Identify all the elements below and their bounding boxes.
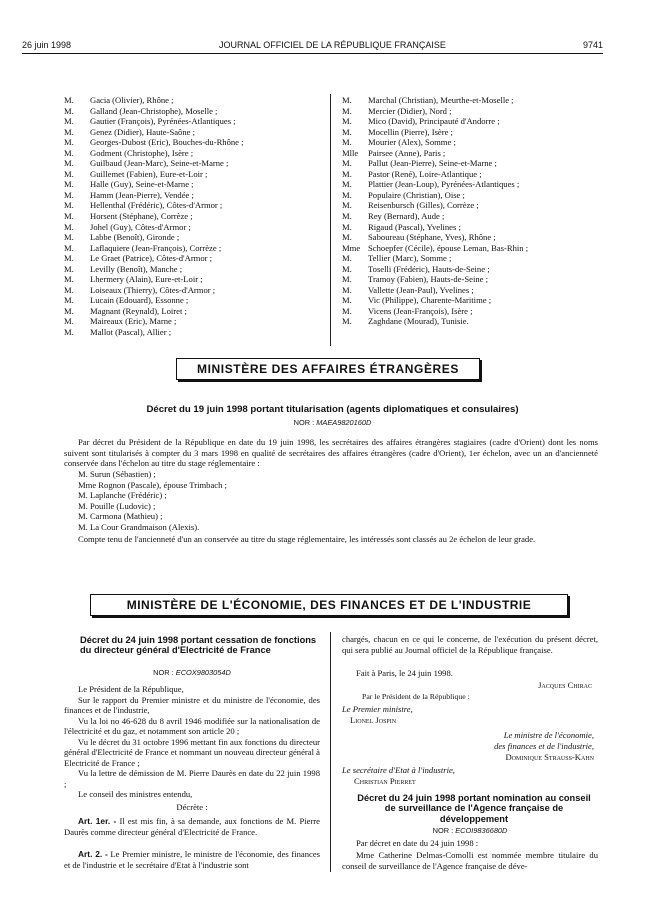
title-prefix: M. xyxy=(64,305,74,316)
list-item xyxy=(64,179,244,190)
title-prefix: M. xyxy=(342,232,352,243)
person-entry: Mico (David), Principauté d'Andorre ; xyxy=(368,116,500,127)
title-prefix: M. xyxy=(342,316,352,327)
list-item xyxy=(64,306,244,317)
list-item xyxy=(342,232,528,243)
person-entry: Labbe (Benoît), Gironde ; xyxy=(90,232,180,243)
list-item xyxy=(342,253,528,264)
list-item xyxy=(64,200,244,211)
person-entry: Magnant (Reynald), Loiret ; xyxy=(90,305,187,316)
title-prefix: M. xyxy=(342,189,352,200)
decrete-heading: Décrète : xyxy=(176,802,208,812)
list-item xyxy=(64,222,244,233)
person-entry: Rey (Bernard), Aude ; xyxy=(368,211,445,222)
title-prefix: M. xyxy=(342,126,352,137)
title-prefix: M. xyxy=(342,221,352,232)
person-entry: Guillemet (Fabien), Eure-et-Loir ; xyxy=(90,168,208,179)
list-item xyxy=(64,316,244,327)
person-entry: Vic (Philippe), Charente-Maritime ; xyxy=(368,295,492,306)
nor-reference-cessation xyxy=(64,668,320,677)
title-prefix: M. xyxy=(64,179,74,190)
list-item xyxy=(64,327,244,338)
nor-reference-nomination xyxy=(342,826,598,835)
name-list-right xyxy=(342,95,528,327)
header-page-number: 9741 xyxy=(582,40,603,50)
person-entry: Le Graet (Patrice), Côtes-d'Armor ; xyxy=(90,253,213,264)
list-item xyxy=(342,116,528,127)
nor-code: ECOX9803054D xyxy=(175,668,231,677)
title-prefix: M. xyxy=(64,274,74,285)
title-prefix: M. xyxy=(342,158,352,169)
list-item xyxy=(64,158,244,169)
person-entry: Gacia (Olivier), Rhône ; xyxy=(90,95,174,105)
article-2-text: Le Premier ministre, le ministre de l'économie, des finances et de l'industrie et le secrétaire d'Etat à l'industrie sont xyxy=(64,849,320,870)
person-entry: Vallette (Jean-Paul), Yvelines ; xyxy=(368,284,474,295)
person-entry: Hamm (Jean-Pierre), Vendée ; xyxy=(90,189,194,200)
signatory-minister-name: Dominique Strauss-Kahn xyxy=(505,752,594,762)
person-entry: Saboureau (Stéphane, Yves), Rhône ; xyxy=(368,232,496,243)
header-rule xyxy=(22,53,603,54)
person-entry: Galland (Jean-Christophe), Moselle ; xyxy=(90,105,218,116)
person-entry: Horsent (Stéphane), Corrèze ; xyxy=(90,211,193,222)
list-item xyxy=(64,148,244,159)
list-item xyxy=(342,295,528,306)
visa-paragraph: Vu la lettre de démission de M. Pierre Daurès en date du 22 juin 1998 ; xyxy=(64,768,320,789)
person-entry: Mallot (Pascal), Allier ; xyxy=(90,327,172,338)
list-item xyxy=(342,306,528,317)
person-entry: Georges-Dubost (Eric), Bouches-du-Rhône ; xyxy=(90,137,244,148)
decree-title-titularisation: Décret du 19 juin 1998 portant titularisation (agents diplomatiques et consulaires) xyxy=(146,404,519,415)
visa-paragraph: Vu le décret du 31 octobre 1996 mettant fin aux fonctions du directeur général d'Electricité de France et nommant un nouveau directeur général à Electricité de France ; xyxy=(64,736,320,768)
ministry-heading-economie: MINISTÈRE DE L'ÉCONOMIE, DES FINANCES ET DE L'INDUSTRIE xyxy=(90,594,568,616)
person-entry: Lhermery (Alain), Eure-et-Loir ; xyxy=(90,274,203,285)
person-entry: Reisenbursch (Gilles), Corrèze ; xyxy=(368,200,479,211)
nor-label: NOR : xyxy=(153,668,174,677)
person-entry: Toselli (Frédéric), Hauts-de-Seine ; xyxy=(368,263,490,274)
person-entry: Lucain (Edouard), Essonne ; xyxy=(90,295,189,306)
nor-reference xyxy=(0,418,665,427)
list-item xyxy=(342,95,528,106)
list-item xyxy=(342,200,528,211)
person-entry: Mercier (Didier), Nord ; xyxy=(368,105,452,116)
list-item xyxy=(64,243,244,254)
signature-date: Fait à Paris, le 24 juin 1998. xyxy=(356,668,453,678)
person-entry: Populaire (Christian), Oise ; xyxy=(368,189,465,200)
titularised-name: M. Laplanche (Frédéric) ; xyxy=(78,490,167,500)
person-entry: Guilbaud (Jean-Marc), Seine-et-Marne ; xyxy=(90,158,229,169)
titularised-name: M. La Cour Grandmaison (Alexis). xyxy=(78,521,200,532)
title-prefix: M. xyxy=(342,305,352,316)
titularised-names-list xyxy=(78,469,227,532)
header-title: JOURNAL OFFICIEL DE LA RÉPUBLIQUE FRANÇAISE xyxy=(219,40,446,50)
list-item xyxy=(342,106,528,117)
visa-paragraph: Le conseil des ministres entendu, xyxy=(78,789,193,799)
article-1-text: Il est mis fin, à sa demande, aux fonctions de M. Pierre Daurès comme directeur général d'Electricité de France. xyxy=(64,816,320,837)
title-prefix: M. xyxy=(342,295,352,306)
person-entry: Rigaud (Pascal), Yvelines ; xyxy=(368,221,461,232)
person-entry: Plattier (Jean-Loup), Pyrénées-Atlantiques ; xyxy=(368,179,520,190)
person-entry: Gautier (François), Pyrénées-Atlantiques ; xyxy=(90,116,236,127)
article-2-continuation: chargés, chacun en ce qui le concerne, de l'exécution du présent décret, qui sera publié au Journal officiel de la République française. xyxy=(342,634,598,655)
nor-code: ECOI9836680D xyxy=(455,826,508,835)
list-item xyxy=(342,158,528,169)
title-prefix: M. xyxy=(64,232,74,243)
signatory-minister-title-2: des finances et de l'industrie, xyxy=(494,741,594,751)
list-item xyxy=(342,190,528,201)
title-prefix: M. xyxy=(342,168,352,179)
titularised-name: Mme Rognon (Pascale), épouse Trimbach ; xyxy=(78,479,227,490)
title-prefix: M. xyxy=(64,221,74,232)
signatory-secretary-name: Christian Pierret xyxy=(354,776,416,786)
title-prefix: M. xyxy=(342,95,352,105)
titularised-name: M. Carmona (Mathieu) ; xyxy=(78,511,163,521)
signature-president: Jacques Chirac xyxy=(538,680,592,690)
list-item xyxy=(342,148,528,159)
person-entry: Laflaquiere (Jean-François), Corrèze ; xyxy=(90,242,222,253)
person-entry: Hellenthal (Frédéric), Côtes-d'Armor ; xyxy=(90,200,223,211)
person-entry: Levilly (Benoît), Manche ; xyxy=(90,263,183,274)
list-item xyxy=(342,316,528,327)
signatory-secretary-title: Le secrétaire d'Etat à l'industrie, xyxy=(342,765,455,775)
nor-label: NOR : xyxy=(293,418,315,427)
title-prefix: M. xyxy=(64,168,74,179)
list-item xyxy=(64,95,244,106)
titularised-name: M. Surun (Sébastien) ; xyxy=(78,469,156,479)
list-item xyxy=(64,285,244,296)
title-prefix: M. xyxy=(64,200,74,211)
article-1-label: Art. 1er. - xyxy=(78,816,117,826)
list-item xyxy=(64,211,244,222)
title-prefix: M. xyxy=(64,211,74,222)
column-divider xyxy=(330,94,331,346)
title-prefix: M. xyxy=(64,95,74,105)
title-prefix: M. xyxy=(64,189,74,200)
title-prefix: M. xyxy=(342,274,352,285)
decree-closing: Compte tenu de l'ancienneté d'un an conservée au titre du stage réglementaire, les intéressés sont classés au 2e échelon de leur grade. xyxy=(78,534,536,544)
title-prefix: M. xyxy=(64,327,74,338)
signatory-minister-title-1: Le ministre de l'économie, xyxy=(503,730,594,740)
list-item xyxy=(64,264,244,275)
article-2 xyxy=(64,849,320,870)
person-entry: Tellier (Marc), Somme ; xyxy=(368,253,452,264)
list-item xyxy=(64,190,244,201)
title-prefix: M. xyxy=(342,253,352,264)
title-prefix: M. xyxy=(342,211,352,222)
title-prefix: M. xyxy=(64,137,74,148)
article-1 xyxy=(64,816,320,837)
nomination-text: Mme Catherine Delmas-Comolli est nommée membre titulaire du conseil de surveillance de l'Agence française de déve- xyxy=(342,850,598,871)
title-prefix: M. xyxy=(64,253,74,264)
par-le-president: Par le Président de la République : xyxy=(362,692,470,701)
list-item xyxy=(64,106,244,117)
header-date: 26 juin 1998 xyxy=(22,40,72,50)
list-item xyxy=(342,211,528,222)
title-prefix: M. xyxy=(342,116,352,127)
list-item xyxy=(64,295,244,306)
list-item xyxy=(64,253,244,264)
ministry-heading-affaires-etrangeres: MINISTÈRE DES AFFAIRES ÉTRANGÈRES xyxy=(176,358,480,380)
decree-intro: Par décret du Président de la République en date du 19 juin 1998, les secrétaires des affaires étrangères stagiaires (cadre d'Orient) dont les noms suivent sont titularisés à compter du 3 mars 1998 en qualité de secrétaires des affaires étrangères (cadre d'Orient), 1er échelon, avec un an d'ancienneté conservée dans l'échelon au titre du stage réglementaire : xyxy=(64,437,598,468)
visa-paragraph: Vu la loi no 46-628 du 8 avril 1946 modifiée sur la nationalisation de l'électricité et du gaz, et notamment son article 20 ; xyxy=(64,715,320,736)
person-entry: Genez (Didier), Haute-Saône ; xyxy=(90,126,195,137)
title-prefix: M. xyxy=(342,263,352,274)
nor-label: NOR : xyxy=(432,826,454,835)
person-entry: Pallut (Jean-Pierre), Seine-et-Marne ; xyxy=(368,158,497,169)
decree-title-cessation: Décret du 24 juin 1998 portant cessation de fonctions du directeur général d'Electricité de France xyxy=(80,635,317,656)
person-entry: Tramoy (Fabien), Hauts-de-Seine ; xyxy=(368,274,488,285)
person-entry: Maireaux (Eric), Marne ; xyxy=(90,316,177,327)
list-item xyxy=(342,243,528,254)
title-prefix: Mlle xyxy=(342,147,359,158)
decree-title-nomination: Décret du 24 juin 1998 portant nomination au conseil de surveillance de l'Agence française de développement xyxy=(357,793,591,824)
title-prefix: M. xyxy=(342,200,352,211)
list-item xyxy=(64,137,244,148)
list-item xyxy=(342,285,528,296)
list-item xyxy=(64,116,244,127)
list-item xyxy=(342,222,528,233)
person-entry: Johel (Guy), Côtes-d'Armor ; xyxy=(90,221,191,232)
visa-paragraph: Sur le rapport du Premier ministre et du ministre de l'économie, des finances et de l'industrie, xyxy=(64,694,320,715)
person-entry: Marchal (Christian), Meurthe-et-Moselle ; xyxy=(368,95,514,105)
title-prefix: M. xyxy=(64,126,74,137)
person-entry: Zaghdane (Mourad), Tunisie. xyxy=(368,316,469,327)
list-item xyxy=(64,127,244,138)
titularised-name: M. Pouille (Ludovic) ; xyxy=(78,500,156,511)
person-entry: Halle (Guy), Seine-et-Marne ; xyxy=(90,179,194,190)
list-item xyxy=(342,127,528,138)
title-prefix: M. xyxy=(64,284,74,295)
list-item xyxy=(342,179,528,190)
title-prefix: M. xyxy=(64,316,74,327)
column-divider-lower xyxy=(330,632,331,872)
name-list-left xyxy=(64,95,244,338)
title-prefix: M. xyxy=(342,105,352,116)
title-prefix: M. xyxy=(64,147,74,158)
person-entry: Godment (Christophe), Isère ; xyxy=(90,147,194,158)
list-item xyxy=(64,232,244,243)
person-entry: Vicens (Jean-François), Isère ; xyxy=(368,305,473,316)
title-prefix: Mme xyxy=(342,242,361,253)
signatory-pm-title: Le Premier ministre, xyxy=(342,704,413,714)
person-entry: Loiseaux (Thierry), Côtes-d'Armor ; xyxy=(90,284,216,295)
list-item xyxy=(64,169,244,180)
title-prefix: M. xyxy=(64,295,74,306)
title-prefix: M. xyxy=(64,263,74,274)
person-entry: Schoepfer (Cécile), épouse Leman, Bas-Rhin ; xyxy=(368,242,529,253)
signatory-pm-name: Lionel Jospin xyxy=(350,715,397,725)
nomination-date: Par décret en date du 24 juin 1998 : xyxy=(356,838,479,848)
title-prefix: M. xyxy=(64,105,74,116)
title-prefix: M. xyxy=(64,116,74,127)
nor-code: MAEA9820160D xyxy=(316,418,372,427)
person-entry: Pairsee (Anne), Paris ; xyxy=(368,147,446,158)
title-prefix: M. xyxy=(342,179,352,190)
list-item xyxy=(64,274,244,285)
person-entry: Mourier (Alex), Somme ; xyxy=(368,137,456,148)
person-entry: Pastor (René), Loire-Atlantique ; xyxy=(368,168,482,179)
title-prefix: M. xyxy=(64,158,74,169)
visa-paragraph: Le Président de la République, xyxy=(78,684,184,694)
title-prefix: M. xyxy=(342,284,352,295)
title-prefix: M. xyxy=(64,242,74,253)
list-item xyxy=(342,264,528,275)
list-item xyxy=(342,274,528,285)
list-item xyxy=(342,169,528,180)
title-prefix: M. xyxy=(342,137,352,148)
person-entry: Mocellin (Pierre), Isère ; xyxy=(368,126,453,137)
article-2-label: Art. 2. - xyxy=(78,849,108,859)
decree-visas xyxy=(64,684,320,800)
list-item xyxy=(342,137,528,148)
